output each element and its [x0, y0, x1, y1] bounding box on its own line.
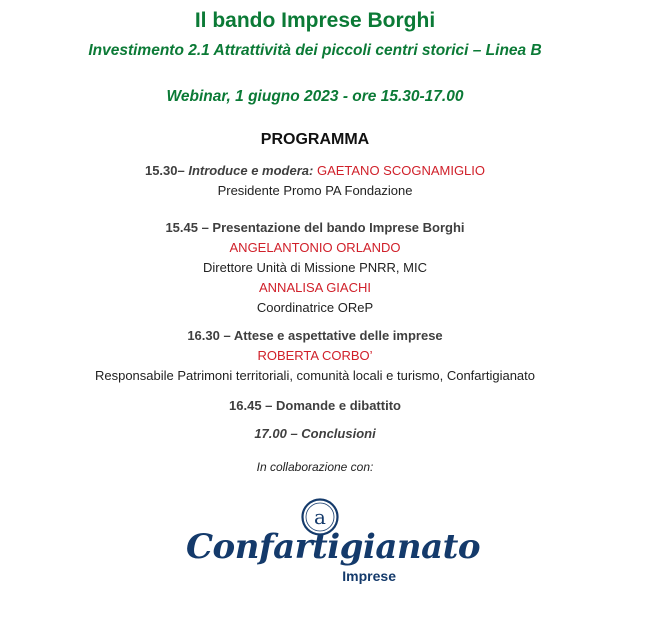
item-2-speaker-1: ANGELANTONIO ORLANDO	[229, 240, 401, 255]
item-2-role-2: Coordinatrice OReP	[256, 300, 374, 315]
confartigianato-logo	[186, 497, 481, 592]
programme-heading: PROGRAMMA	[260, 131, 370, 148]
item-3-speaker: ROBERTA CORBO’	[257, 348, 373, 363]
svg-text:a: a	[314, 505, 326, 529]
item-2-speaker-2: ANNALISA GIACHI	[259, 280, 371, 295]
item-1-time: 15.30–	[144, 163, 185, 178]
page-title: Il bando Imprese Borghi	[194, 9, 436, 32]
item-1-role: Presidente Promo PA Fondazione	[217, 183, 413, 198]
programme-item-1-header	[0, 163, 630, 178]
programme-item-5-title: 17.00 – Conclusioni	[254, 426, 376, 441]
webinar-date: Webinar, 1 giugno 2023 - ore 15.30-17.00	[166, 88, 464, 105]
programme-item-4-title: 16.45 – Domande e dibattito	[229, 398, 401, 413]
logo-subtitle: Imprese	[342, 568, 396, 584]
programme-item-2-title: 15.45 – Presentazione del bando Imprese Borghi	[165, 220, 465, 235]
logo-wordmark: Confartigianato	[186, 527, 481, 567]
programme-item-3-title: 16.30 – Attese e aspettative delle imprese	[187, 328, 443, 343]
page-subtitle: Investimento 2.1 Attrattività dei piccoli centri storici – Linea B	[88, 42, 542, 59]
item-3-role: Responsabile Patrimoni territoriali, comunità locali e turismo, Confartigianato	[94, 368, 536, 383]
item-2-role-1: Direttore Unità di Missione PNRR, MIC	[203, 260, 427, 275]
item-1-label: Introduce e modera:	[188, 163, 314, 178]
collaboration-label: In collaborazione con:	[256, 460, 374, 474]
item-1-speaker: GAETANO SCOGNAMIGLIO	[316, 163, 486, 178]
